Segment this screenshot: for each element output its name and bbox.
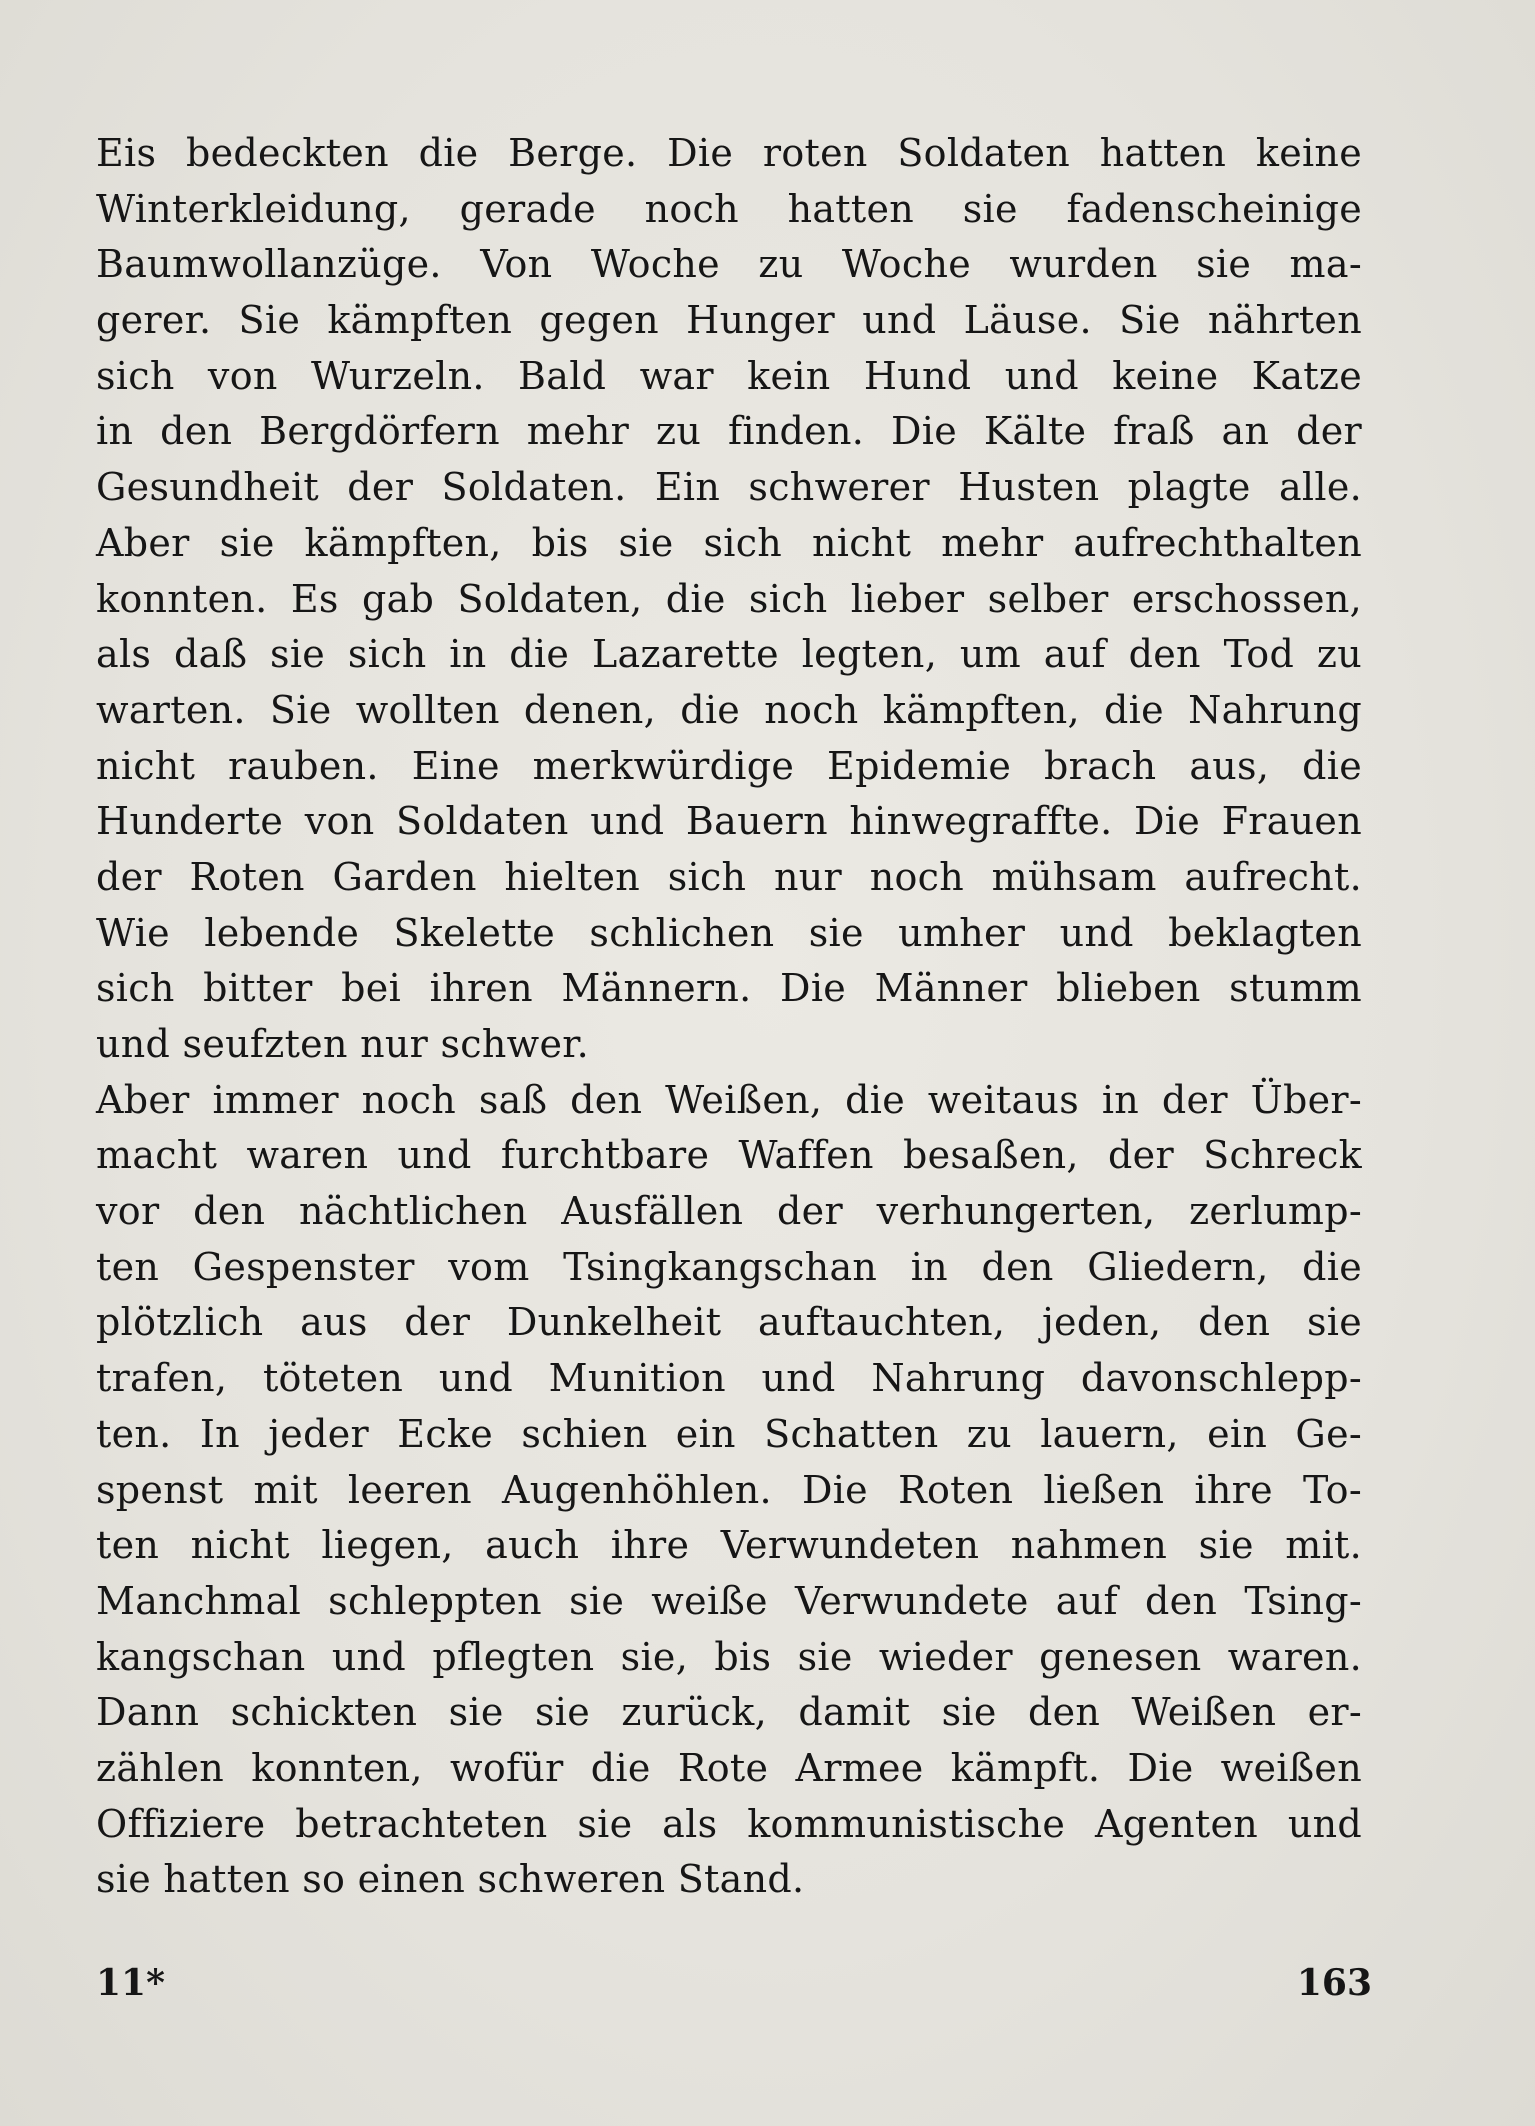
text-line: spenst mit leeren Augenhöhlen. Die Roten ließen ihre To-	[96, 1467, 1362, 1512]
text-line: ten. In jeder Ecke schien ein Schatten zu lauern, ein Ge-	[96, 1411, 1362, 1456]
text-line: kangschan und pflegten sie, bis sie wieder genesen waren.	[96, 1634, 1362, 1679]
text-line: zählen konnten, wofür die Rote Armee kämpft. Die weißen	[96, 1745, 1362, 1790]
paragraph-1	[96, 126, 1362, 1073]
text-line: sich von Wurzeln. Bald war kein Hund und keine Katze	[96, 353, 1362, 398]
text-line: der Roten Garden hielten sich nur noch mühsam aufrecht.	[96, 854, 1362, 899]
text-line: Wie lebende Skelette schlichen sie umher und beklagten	[96, 910, 1362, 955]
text-line: Hunderte von Soldaten und Bauern hinwegraffte. Die Frauen	[96, 799, 1362, 844]
text-line: Winterkleidung, gerade noch hatten sie fadenscheinige	[96, 186, 1362, 231]
text-line: Aber immer noch saß den Weißen, die weitaus in der Über-	[96, 1077, 1362, 1122]
text-line: Offiziere betrachteten sie als kommunistische Agenten und	[96, 1801, 1362, 1846]
text-line: nicht rauben. Eine merkwürdige Epidemie brach aus, die	[96, 743, 1362, 788]
paragraph-2	[96, 1073, 1362, 1908]
page-number: 163	[1296, 1962, 1372, 2004]
page-footer	[96, 1962, 1372, 2012]
text-line: Eis bedeckten die Berge. Die roten Soldaten hatten keine	[96, 131, 1362, 175]
text-line: sich bitter bei ihren Männern. Die Männer blieben stumm	[96, 966, 1362, 1011]
body-text	[96, 126, 1362, 1908]
text-line: konnten. Es gab Soldaten, die sich lieber selber erschossen,	[96, 576, 1362, 621]
text-line: sie hatten so einen schweren Stand.	[96, 1857, 805, 1902]
text-line: Aber sie kämpften, bis sie sich nicht mehr aufrechthalten	[96, 520, 1362, 565]
signature-mark: 11*	[96, 1962, 165, 2004]
text-line: macht waren und furchtbare Waffen besaßen, der Schreck	[96, 1133, 1362, 1178]
text-line: Baumwollanzüge. Von Woche zu Woche wurden sie ma-	[96, 242, 1362, 287]
text-line: trafen, töteten und Munition und Nahrung davonschlepp-	[96, 1356, 1362, 1401]
text-line: Gesundheit der Soldaten. Ein schwerer Husten plagte alle.	[96, 465, 1362, 510]
text-line: gerer. Sie kämpften gegen Hunger und Läuse. Sie nährten	[96, 298, 1362, 343]
text-line: ten nicht liegen, auch ihre Verwundeten nahmen sie mit.	[96, 1523, 1362, 1568]
text-line: vor den nächtlichen Ausfällen der verhungerten, zerlump-	[96, 1189, 1362, 1234]
text-line: ten Gespenster vom Tsingkangschan in den Gliedern, die	[96, 1244, 1362, 1289]
text-line: Dann schickten sie sie zurück, damit sie den Weißen er-	[96, 1690, 1362, 1735]
text-line: Manchmal schleppten sie weiße Verwundete auf den Tsing-	[96, 1578, 1362, 1623]
text-line: plötzlich aus der Dunkelheit auftauchten, jeden, den sie	[96, 1300, 1362, 1345]
text-line: in den Bergdörfern mehr zu finden. Die Kälte fraß an der	[96, 409, 1362, 454]
text-line: warten. Sie wollten denen, die noch kämpften, die Nahrung	[96, 687, 1362, 732]
text-line: als daß sie sich in die Lazarette legten, um auf den Tod zu	[96, 632, 1362, 677]
text-line: und seufzten nur schwer.	[96, 1022, 589, 1066]
